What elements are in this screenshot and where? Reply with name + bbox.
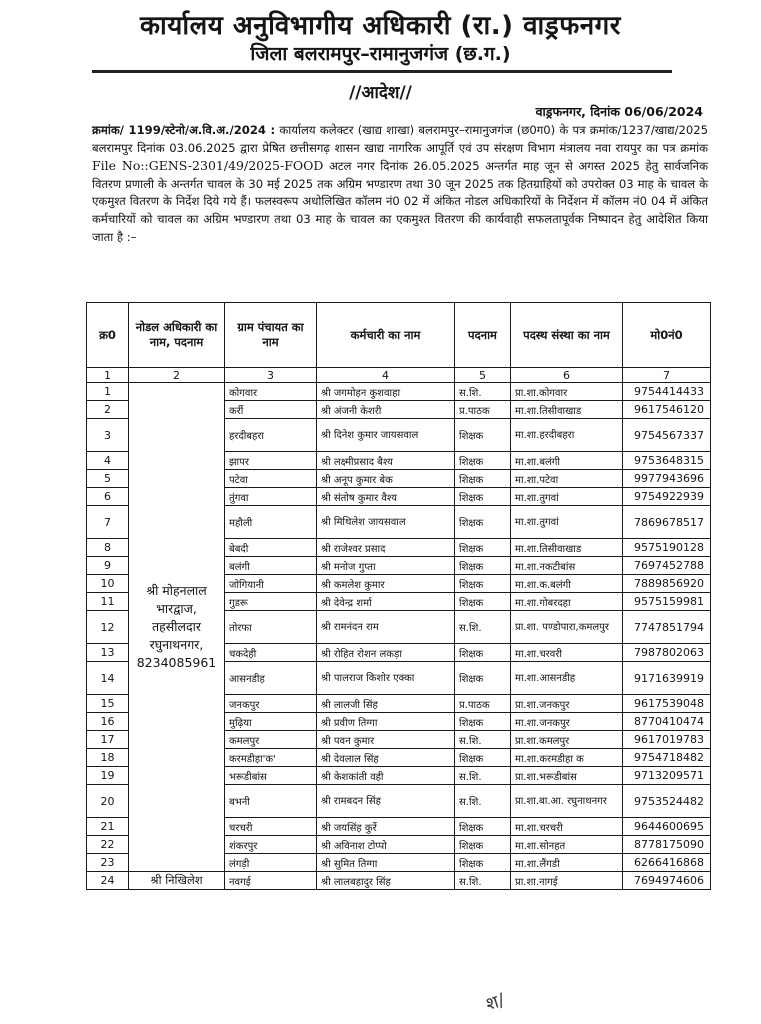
designation-cell: शिक्षक: [455, 539, 511, 557]
serial-cell: 2: [87, 401, 129, 419]
gram-panchayat-cell: कोगवार: [225, 383, 317, 401]
employee-name-cell: श्री देवेन्द्र शर्मा: [317, 593, 455, 611]
phone-cell: 8778175090: [623, 836, 711, 854]
institution-cell: मा.शा.जनकपुर: [511, 713, 623, 731]
designation-cell: प्र.पाठक: [455, 695, 511, 713]
designation-cell: शिक्षक: [455, 593, 511, 611]
employee-name-cell: श्री अंजनी केशरी: [317, 401, 455, 419]
designation-cell: स.शि.: [455, 731, 511, 749]
institution-cell: मा.शा.पटेवा: [511, 470, 623, 488]
designation-cell: शिक्षक: [455, 854, 511, 872]
signature-mark: श/: [483, 989, 508, 1016]
phone-cell: 9754567337: [623, 419, 711, 452]
institution-cell: प्रा.शा. पण्डोपारा,कमलपुर: [511, 611, 623, 644]
employee-name-cell: श्री अनूप कुमार बेक: [317, 470, 455, 488]
column-header: कर्मचारी का नाम: [317, 303, 455, 368]
institution-cell: मा.शा.चरचरी: [511, 818, 623, 836]
institution-cell: मा.शा.करमडीहा क: [511, 749, 623, 767]
employee-name-cell: श्री अविनाश टोप्पो: [317, 836, 455, 854]
employee-name-cell: श्री लालजी सिंह: [317, 695, 455, 713]
place-date: वाड्रफनगर, दिनांक 06/06/2024: [535, 104, 703, 119]
designation-cell: शिक्षक: [455, 818, 511, 836]
designation-cell: शिक्षक: [455, 452, 511, 470]
serial-cell: 1: [87, 383, 129, 401]
reference-number: क्रमांक/ 1199/स्टेनो/अ.वि.अ./2024 :: [92, 123, 276, 137]
phone-cell: 7694974606: [623, 872, 711, 890]
phone-cell: 9977943696: [623, 470, 711, 488]
gram-panchayat-cell: पटेवा: [225, 470, 317, 488]
institution-cell: मा.शा.लैंगडी: [511, 854, 623, 872]
gram-panchayat-cell: मुढ़िया: [225, 713, 317, 731]
serial-cell: 14: [87, 662, 129, 695]
phone-cell: 9754922939: [623, 488, 711, 506]
gram-panchayat-cell: नवगई: [225, 872, 317, 890]
serial-cell: 21: [87, 818, 129, 836]
phone-cell: 9753524482: [623, 785, 711, 818]
phone-cell: 9617019783: [623, 731, 711, 749]
designation-cell: शिक्षक: [455, 470, 511, 488]
column-header: पदनाम: [455, 303, 511, 368]
column-number-row: [87, 368, 711, 383]
institution-cell: मा.शा.आसनडीह: [511, 662, 623, 695]
column-header: क्र0: [87, 303, 129, 368]
column-header: मो0नं0: [623, 303, 711, 368]
employee-name-cell: श्री प्रवीण तिग्गा: [317, 713, 455, 731]
serial-cell: 6: [87, 488, 129, 506]
employee-name-cell: श्री संतोष कुमार वैश्य: [317, 488, 455, 506]
gram-panchayat-cell: करमडीहा'क': [225, 749, 317, 767]
serial-cell: 8: [87, 539, 129, 557]
nodal-officer-cell: श्री मोहनलाल भारद्वाज, तहसीलदार रघुनाथनगर, 8234085961: [129, 383, 225, 872]
column-number: 4: [317, 368, 455, 383]
employee-name-cell: श्री रामबदन सिंह: [317, 785, 455, 818]
employee-name-cell: श्री पालराज किशोर एक्का: [317, 662, 455, 695]
employee-name-cell: श्री जयसिंह कुर्रे: [317, 818, 455, 836]
phone-cell: 9644600695: [623, 818, 711, 836]
serial-cell: 16: [87, 713, 129, 731]
designation-cell: शिक्षक: [455, 713, 511, 731]
institution-cell: मा.शा.बलंगी: [511, 452, 623, 470]
order-body: [92, 122, 708, 246]
institution-cell: प्रा.शा.भरूडीबांस: [511, 767, 623, 785]
institution-cell: मा.शा.हरदीबहरा: [511, 419, 623, 452]
serial-cell: 12: [87, 611, 129, 644]
phone-cell: 8770410474: [623, 713, 711, 731]
designation-cell: शिक्षक: [455, 836, 511, 854]
phone-cell: 7747851794: [623, 611, 711, 644]
institution-cell: प्रा.शा.जनकपुर: [511, 695, 623, 713]
serial-cell: 10: [87, 575, 129, 593]
designation-cell: शिक्षक: [455, 749, 511, 767]
designation-cell: स.शि.: [455, 767, 511, 785]
gram-panchayat-cell: बेबदी: [225, 539, 317, 557]
assignment-table: [86, 302, 711, 890]
employee-name-cell: श्री केशकांती वही: [317, 767, 455, 785]
phone-cell: 9753648315: [623, 452, 711, 470]
column-number: 3: [225, 368, 317, 383]
designation-cell: शिक्षक: [455, 506, 511, 539]
employee-name-cell: श्री जगमोहन कुशवाहा: [317, 383, 455, 401]
institution-cell: मा.शा.नकटीबांस: [511, 557, 623, 575]
phone-cell: 9617539048: [623, 695, 711, 713]
serial-cell: 22: [87, 836, 129, 854]
column-header: ग्राम पंचायत का नाम: [225, 303, 317, 368]
phone-cell: 7697452788: [623, 557, 711, 575]
serial-cell: 9: [87, 557, 129, 575]
institution-cell: प्रा.शा.कोगवार: [511, 383, 623, 401]
column-number: 2: [129, 368, 225, 383]
phone-cell: 7889856920: [623, 575, 711, 593]
phone-cell: 9713209571: [623, 767, 711, 785]
gram-panchayat-cell: जोगियानी: [225, 575, 317, 593]
phone-cell: 7869678517: [623, 506, 711, 539]
gram-panchayat-cell: चकदेही: [225, 644, 317, 662]
serial-cell: 20: [87, 785, 129, 818]
gram-panchayat-cell: भरूडीबांस: [225, 767, 317, 785]
phone-cell: 6266416868: [623, 854, 711, 872]
institution-cell: मा.शा.सोनहत: [511, 836, 623, 854]
gram-panchayat-cell: तोरफा: [225, 611, 317, 644]
gram-panchayat-cell: लंगड़ी: [225, 854, 317, 872]
employee-name-cell: श्री लालबहादुर सिंह: [317, 872, 455, 890]
phone-cell: 9575190128: [623, 539, 711, 557]
gram-panchayat-cell: महौली: [225, 506, 317, 539]
column-header: नोडल अधिकारी का नाम, पदनाम: [129, 303, 225, 368]
office-title: कार्यालय अनुविभागीय अधिकारी (रा.) वाड्रफनगर: [140, 11, 621, 41]
designation-cell: स.शि.: [455, 872, 511, 890]
employee-name-cell: श्री राजेश्वर प्रसाद: [317, 539, 455, 557]
phone-cell: 9754718482: [623, 749, 711, 767]
gram-panchayat-cell: झापर: [225, 452, 317, 470]
employee-name-cell: श्री देवलाल सिंह: [317, 749, 455, 767]
serial-cell: 24: [87, 872, 129, 890]
table-row: [87, 872, 711, 890]
phone-cell: 7987802063: [623, 644, 711, 662]
phone-cell: 9754414433: [623, 383, 711, 401]
gram-panchayat-cell: आसनडीह: [225, 662, 317, 695]
institution-cell: मा.शा.चरवरी: [511, 644, 623, 662]
gram-panchayat-cell: शंकरपुर: [225, 836, 317, 854]
serial-cell: 7: [87, 506, 129, 539]
designation-cell: शिक्षक: [455, 644, 511, 662]
designation-cell: शिक्षक: [455, 557, 511, 575]
gram-panchayat-cell: बलंगी: [225, 557, 317, 575]
employee-name-cell: श्री रामनंदन राम: [317, 611, 455, 644]
column-number: 7: [623, 368, 711, 383]
designation-cell: शिक्षक: [455, 419, 511, 452]
serial-cell: 19: [87, 767, 129, 785]
gram-panchayat-cell: जनकपुर: [225, 695, 317, 713]
gram-panchayat-cell: चरचरी: [225, 818, 317, 836]
gram-panchayat-cell: तुंगवा: [225, 488, 317, 506]
designation-cell: शिक्षक: [455, 662, 511, 695]
designation-cell: स.शि.: [455, 785, 511, 818]
gram-panchayat-cell: गुडरू: [225, 593, 317, 611]
designation-cell: स.शि.: [455, 383, 511, 401]
institution-cell: प्रा.शा.बा.आ. रघुनाथनगर: [511, 785, 623, 818]
header-divider: [92, 70, 672, 73]
employee-name-cell: श्री पवन कुमार: [317, 731, 455, 749]
employee-name-cell: श्री सुमित तिग्गा: [317, 854, 455, 872]
employee-name-cell: श्री मनोज गुप्ता: [317, 557, 455, 575]
serial-cell: 5: [87, 470, 129, 488]
order-title: //आदेश//: [349, 83, 412, 103]
nodal-officer-cell-2: श्री निखिलेश: [129, 872, 225, 890]
body-text-part-2: अटल नगर दिनांक 26.05.2025 अन्तर्गत माह जून से अगस्त 2025 हेतु सार्वजनिक वितरण प्रणाली के अन्तर्गत चावल के 30 मई 2025 तक अग्रिम भण्डारण तथा 30 जून 2025 तक हितग्राहियों को उपरोक्त 03 माह के चावल के एकमुश्त वितरण के निर्देश दिये गये हैं। फलस्वरूप अधोलिखित कॉलम नं0 02 में अंकित नोडल अधिकारियों के निर्देशन में कॉलम नं0 04 में अंकित कर्मचारियों को चावल का अग्रिम भण्डारण तथा 03 माह के चावल का एकमुश्त वितरण की कार्यवाही सफलतापूर्वक निष्पादन हेतु आदेशित किया जाता है :–: [92, 159, 708, 244]
institution-cell: मा.शा.तुगवां: [511, 506, 623, 539]
employee-name-cell: श्री लक्ष्मीप्रसाद बैश्य: [317, 452, 455, 470]
institution-cell: मा.शा.तिसीवाखाड: [511, 539, 623, 557]
designation-cell: प्र.पाठक: [455, 401, 511, 419]
serial-cell: 11: [87, 593, 129, 611]
institution-cell: मा.शा.तुगवां: [511, 488, 623, 506]
gram-panchayat-cell: कर्री: [225, 401, 317, 419]
column-number: 5: [455, 368, 511, 383]
employee-name-cell: श्री दिनेश कुमार जायसवाल: [317, 419, 455, 452]
institution-cell: प्रा.शा.नागई: [511, 872, 623, 890]
serial-cell: 15: [87, 695, 129, 713]
gram-panchayat-cell: बभनी: [225, 785, 317, 818]
table-header-row: [87, 303, 711, 368]
designation-cell: शिक्षक: [455, 575, 511, 593]
column-number: 6: [511, 368, 623, 383]
district-title: जिला बलरामपुर–रामानुजगंज (छ.ग.): [250, 43, 511, 65]
serial-cell: 23: [87, 854, 129, 872]
institution-cell: मा.शा.गोबरदहा: [511, 593, 623, 611]
designation-cell: शिक्षक: [455, 488, 511, 506]
serial-cell: 18: [87, 749, 129, 767]
institution-cell: मा.शा.तिसीवाखाड: [511, 401, 623, 419]
gram-panchayat-cell: हरदीबहरा: [225, 419, 317, 452]
column-header: पदस्थ संस्था का नाम: [511, 303, 623, 368]
serial-cell: 3: [87, 419, 129, 452]
institution-cell: मा.शा.क.बलंगी: [511, 575, 623, 593]
file-number: File No::GENS-2301/49/2025-FOOD: [92, 158, 324, 174]
serial-cell: 4: [87, 452, 129, 470]
employee-name-cell: श्री मिथिलेश जायसवाल: [317, 506, 455, 539]
body-text-part-1: कार्यालय कलेक्टर (खाद्य शाखा) बलरामपुर–रामानुजगंज (छ0ग0) के पत्र क्रमांक/1237/खाद्य/2025 बलरामपुर दिनांक 03.06.2025 द्वारा प्रेषित छत्तीसगढ़ शासन खाद्य नागरिक आपूर्ति एवं उप संरक्षण विभाग मंत्रालय नवा रायपुर का पत्र क्रमांक: [92, 123, 708, 155]
designation-cell: स.शि.: [455, 611, 511, 644]
serial-cell: 13: [87, 644, 129, 662]
employee-name-cell: श्री कमलेश कुमार: [317, 575, 455, 593]
institution-cell: प्रा.शा.कमलपुर: [511, 731, 623, 749]
gram-panchayat-cell: कमलपुर: [225, 731, 317, 749]
employee-name-cell: श्री रोहित रोशन लकड़ा: [317, 644, 455, 662]
phone-cell: 9171639919: [623, 662, 711, 695]
phone-cell: 9617546120: [623, 401, 711, 419]
table-row: [87, 383, 711, 401]
column-number: 1: [87, 368, 129, 383]
serial-cell: 17: [87, 731, 129, 749]
phone-cell: 9575159981: [623, 593, 711, 611]
